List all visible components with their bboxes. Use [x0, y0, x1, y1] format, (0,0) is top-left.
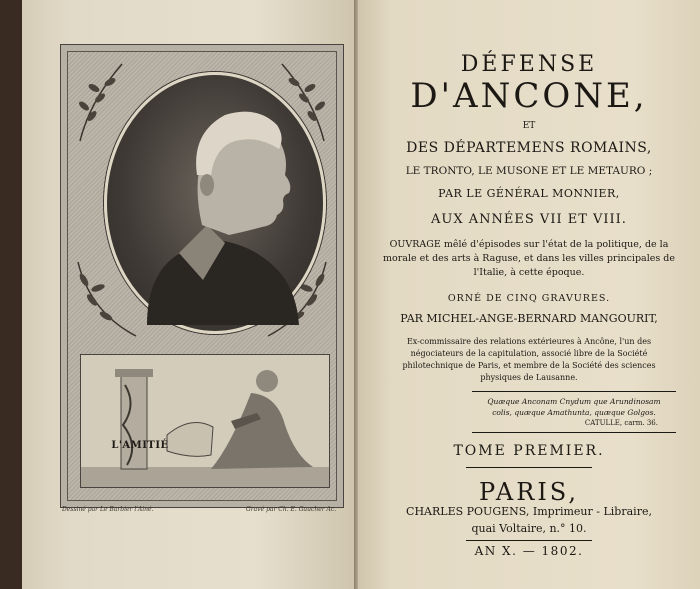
imprint-address: quai Voltaire, n.° 10.: [471, 522, 587, 535]
plate-caption: L'AMITIÉ: [111, 440, 169, 451]
allegorical-scene: [80, 354, 330, 488]
portrait-medallion: [104, 72, 326, 334]
title-line-general: PAR LE GÉNÉRAL MONNIER,: [438, 187, 620, 200]
title-line-years: AUX ANNÉES VII ET VIII.: [431, 212, 627, 227]
illustrations-note: ORNÉ DE CINQ GRAVURES.: [447, 293, 611, 304]
volume-label: TOME PREMIER.: [453, 443, 605, 459]
title-page: [358, 0, 700, 589]
epigraph-line-2: colis, quæque Amathunta, quæque Golgos.: [492, 408, 656, 417]
divider-rule: [466, 467, 592, 468]
title-line-departements: DES DÉPARTEMENS ROMAINS,: [406, 140, 652, 156]
author-line: PAR MICHEL-ANGE-BERNARD MANGOURIT,: [400, 312, 658, 325]
imprint-city: PARIS,: [478, 478, 580, 506]
seated-figure-with-column-icon: [81, 355, 329, 487]
subtitle-description: OUVRAGE mêlé d'épisodes sur l'état de la politique, de la morale et des arts à Raguse, et dans les villes principales de l'Italie, à cette époque.: [383, 239, 675, 278]
engraving-credit-engraver: Gravé par Ch. E. Gaucher Ac.: [246, 506, 337, 513]
author-credentials: Ex-commissaire des relations extérieures à Ancône, l'un des négociateurs de la capitulation, associé libre de la Société philotechnique de Paris, et membre de la Société des sciences physiques de Lausanne.: [402, 337, 656, 382]
epigraph: [472, 391, 676, 433]
title-conjunction: ET: [522, 121, 536, 131]
imprint-date: AN X. — 1802.: [474, 544, 584, 558]
imprint-printer: CHARLES POUGENS, Imprimeur - Libraire,: [406, 505, 652, 518]
general-profile-portrait-icon: [107, 75, 317, 325]
title-line-defense: DÉFENSE: [460, 52, 598, 77]
engraving-credit-draftsman: Dessiné par Le Barbier l'Ainé.: [62, 506, 154, 513]
frontispiece-plate: [60, 44, 344, 508]
title-line-ancone: D'ANCONE,: [410, 76, 648, 116]
divider-rule-imprint: [466, 540, 592, 541]
epigraph-attribution: CATULLE, carm. 36.: [584, 419, 658, 427]
epigraph-line-1: Quæque Anconam Cnydum que Arundinosam: [487, 397, 661, 406]
title-line-rivers: LE TRONTO, LE MUSONE ET LE METAURO ;: [405, 165, 653, 177]
plate-hatched-ground: [67, 51, 337, 501]
